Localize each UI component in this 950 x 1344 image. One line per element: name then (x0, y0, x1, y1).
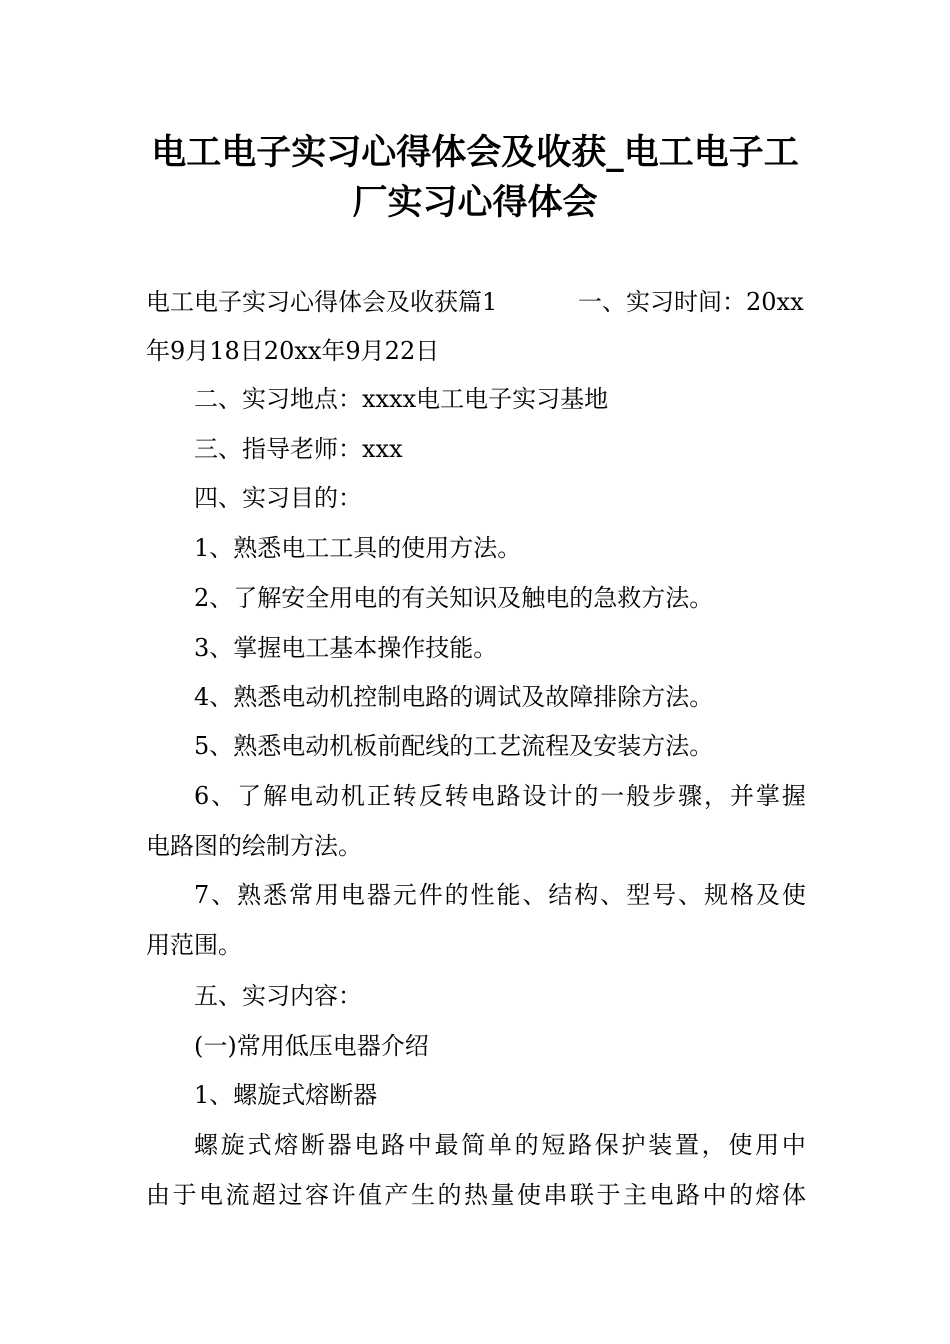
section-heading: (一)常用低压电器介绍 (194, 1032, 429, 1060)
purpose-item-6-line-2: 电路图的绘制方法。 (146, 832, 362, 860)
internship-time: 一、实习时间：20xx (578, 288, 804, 316)
paragraph-line-1: 螺 旋 式 熔 断 器 电 路 中 最 简 单 的 短 路 保 护 装 置 ， 使 用 中 (194, 1131, 806, 1159)
instructor: 三、指导老师：xxx (194, 435, 403, 463)
purpose-item-6-line-1: 6 、 了 解 电 动 机 正 转 反 转 电 路 设 计 的 一 般 步 骤 ， 并 掌 握 (194, 782, 806, 810)
purpose-item-7-line-1: 7 、 熟 悉 常 用 电 器 元 件 的 性 能 、 结 构 、 型 号 、 规 格 及 使 (194, 881, 806, 909)
paragraph-line-2: 由 于 电 流 超 过 容 许 值 产 生 的 热 量 使 串 联 于 主 电 路 中 的 熔 体 (146, 1181, 806, 1209)
purpose-item-4: 4、熟悉电动机控制电路的调试及故障排除方法。 (194, 683, 714, 711)
internship-place: 二、实习地点：xxxx电工电子实习基地 (194, 385, 609, 413)
document-title-line-1: 电工电子实习心得体会及收获_电工电子工 (151, 133, 799, 173)
purpose-item-3: 3、掌握电工基本操作技能。 (194, 634, 498, 662)
purpose-item-5: 5、熟悉电动机板前配线的工艺流程及安装方法。 (194, 732, 714, 760)
purpose-item-1: 1、熟悉电工工具的使用方法。 (194, 534, 522, 562)
document-title-line-2: 厂实习心得体会 (352, 183, 598, 223)
purpose-item-2: 2、了解安全用电的有关知识及触电的急救方法。 (194, 584, 714, 612)
internship-dates: 年9月18日20xx年9月22日 (146, 337, 440, 365)
intro-label: 电工电子实习心得体会及收获篇1 (146, 288, 498, 316)
purpose-heading: 四、实习目的： (194, 484, 362, 512)
content-heading: 五、实习内容： (194, 982, 362, 1010)
item-heading: 1、螺旋式熔断器 (194, 1081, 378, 1109)
purpose-item-7-line-2: 用范围。 (146, 931, 242, 959)
